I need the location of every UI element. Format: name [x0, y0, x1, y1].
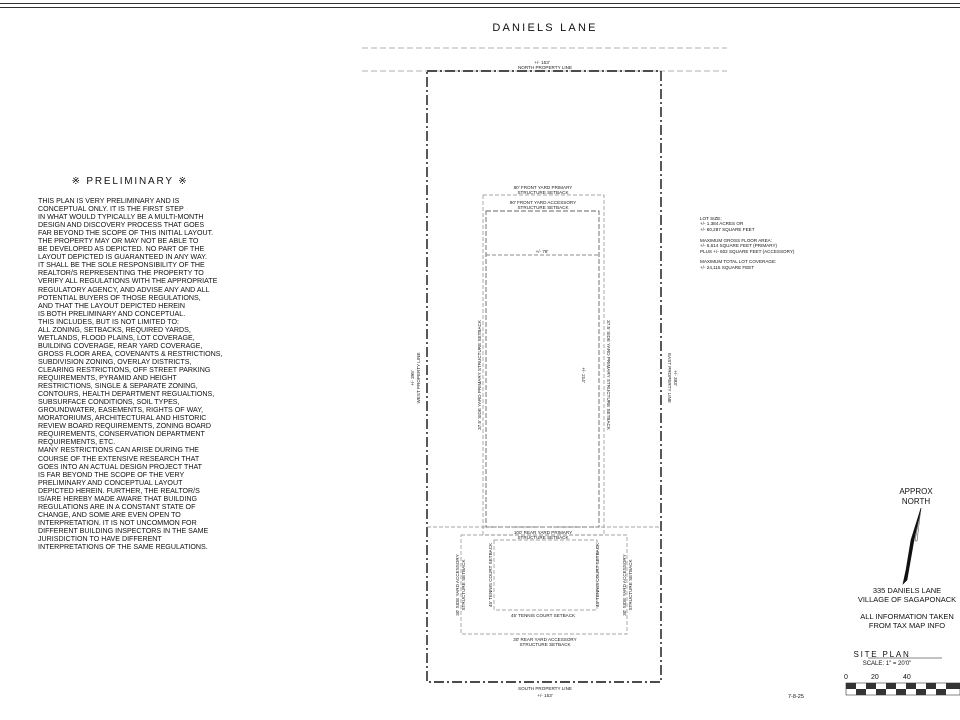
rear-primary-label-2: STRUCTURE SETBACK	[517, 535, 569, 540]
front-primary-label-2: STRUCTURE SETBACK	[517, 190, 569, 195]
gfa-accessory: PLUS +/- 602 SQUARE FEET (ACCESSORY)	[700, 248, 795, 254]
scale-bar-block-1	[846, 683, 856, 689]
tennis-right-label: 45' TENNIS COURT SETBACK	[595, 542, 600, 608]
side-yard-left-label: 37.5' SIDE YARD PRIMARY STRUCTURE SETBACK	[477, 320, 482, 430]
rear-accessory-label-1: 30' REAR YARD ACCESSORY	[513, 637, 577, 642]
street-name: DANIELS LANE	[492, 22, 598, 34]
scale-bar-block-4	[876, 689, 886, 695]
tennis-bottom-label: 45' TENNIS COURT SETBACK	[510, 613, 576, 618]
lot-size-label: LOT SIZE:	[700, 216, 722, 221]
east-property-line-label: EAST PROPERTY LINE	[667, 353, 672, 403]
lot-sqft: +/- 60,287 SQUARE FEET	[700, 226, 755, 232]
north-arrow-line1: APPROX	[899, 487, 933, 496]
coverage-value: +/- 24,115 SQUARE FEET	[700, 264, 755, 270]
south-dim-label: +/- 153'	[537, 693, 553, 698]
scale-bar-block-6	[896, 689, 906, 695]
scale-bar-block-8	[916, 689, 926, 695]
scale-bar-block-10	[936, 689, 946, 695]
drawing-date: 7-8-25	[788, 694, 804, 700]
scale-tick-40: 40	[903, 674, 911, 681]
north-arrow-line2: NORTH	[901, 497, 931, 506]
accessory-setback-envelope	[483, 195, 604, 535]
length-dim-label: +/- 214'	[581, 367, 586, 383]
title-block	[832, 586, 960, 630]
scale-bar-block-2	[856, 689, 866, 695]
north-arrow-icon	[903, 508, 921, 584]
west-property-line-label: WEST PROPERTY LINE	[416, 352, 421, 404]
west-dim-label: +/- 395'	[410, 370, 415, 386]
max-gfa-label: MAXIMUM GROSS FLOOR AREA:	[700, 237, 772, 243]
side-acc-right-label-1: 30' SIDE YARD ACCESSORY	[622, 554, 627, 616]
rear-accessory-setback	[461, 535, 627, 634]
site-plan-title: SITE PLAN	[853, 650, 911, 659]
scale-bar-block-7	[906, 683, 916, 689]
scale-bar-block-3	[866, 683, 876, 689]
scale-tick-20: 20	[871, 674, 879, 681]
front-accessory-label-1: 90' FRONT YARD ACCESSORY	[509, 200, 577, 205]
scale-bar-block-9	[926, 683, 936, 689]
side-yard-right-label: 37.5' SIDE YARD PRIMARY STRUCTURE SETBACK	[606, 320, 611, 430]
lot-acres: +/- 1.384 ACRES OR	[700, 221, 744, 227]
north-dim-label: +/- 153'	[534, 60, 550, 65]
front-primary-label-1: 80' FRONT YARD PRIMARY	[513, 185, 573, 190]
tennis-court-setback	[494, 540, 597, 610]
south-property-line-label: SOUTH PROPERTY LINE	[518, 686, 572, 691]
project-address: 335 DANIELS LANE	[872, 586, 942, 595]
preliminary-title-text: PRELIMINARY	[86, 176, 174, 187]
tennis-left-label: 45' TENNIS COURT SETBACK	[488, 542, 493, 608]
side-acc-right-label-2: STRUCTURE SETBACK	[628, 559, 633, 611]
east-dim-label: +/- 393'	[673, 370, 678, 386]
preliminary-title: ※ PRELIMINARY ※	[71, 176, 189, 187]
project-village: VILLAGE OF SAGAPONACK	[857, 595, 957, 604]
width-dim-label: +/- 78'	[535, 249, 549, 254]
scale-tick-0: 0	[844, 674, 848, 681]
rear-primary-label-1: 100' REAR YARD PRIMARY	[513, 530, 573, 535]
info-line-1: ALL INFORMATION TAKEN	[860, 612, 954, 621]
scale-bar-block-5	[886, 683, 896, 689]
rear-accessory-label-2: STRUCTURE SETBACK	[519, 642, 571, 647]
side-acc-left-label-2: STRUCTURE SETBACK	[461, 559, 466, 611]
info-line-2: FROM TAX MAP INFO	[868, 621, 946, 630]
preliminary-disclaimer: THIS PLAN IS VERY PRELIMINARY AND IS CONCEPTUAL ONLY. IT IS THE FIRST STEP IN WHAT WOULD TYPICALLY BE A MULTI-MONTH DESIGN AND DISCOVERY PROCESS THAT GOES FAR BEYOND THE SCOPE OF THIS INITIAL LAYOUT. THE PROPERTY MAY OR MAY NOT BE ABLE TO BE DEVELOPED AS DEPICTED. NO PART OF THE LAYOUT DEPICTED IS GUARANTEED IN ANY WAY. IT SHALL BE THE SOLE RESPONSIBILITY OF THE REALTOR/S REPRESENTING THE PROPERTY TO VERIFY ALL REGULATIONS WITH THE APPROPRIATE REGULATORY AGENCY, AND ADVISE ANY AND ALL POTENTIAL BUYERS OF THOSE REGULATIONS, AND THAT THE LAYOUT DEPICTED HEREIN IS BOTH PRELIMINARY AND CONCEPTUAL. THIS INCLUDES, BUT IS NOT LIMITED TO: ALL ZONING, SETBACKS, REQUIRED YARDS, WETLANDS, FLOOD PLAINS, LOT COVERAGE, BUILDING COVERAGE, REAR YARD COVERAGE, GROSS FLOOR AREA, COVENANTS & RESTRICTIONS, SUBDIVISION ZONING, OVERLAY DISTRICTS, CLEARING RESTRICTIONS, OFF STREET PARKING REQUIREMENTS, PYRAMID AND HEIGHT RESTRICTIONS, SINGLE & SEPARATE ZONING, CONTOURS, HEALTH DEPARTMENT REGUALTIONS, SUBSURFACE CONDITIONS, SOIL TYPES, GROUNDWATER, EASEMENTS, RIGHTS OF WAY, MORATORIUMS, ARCHITECTURAL AND HISTORIC REVIEW BOARD REQUIREMENTS, ZONING BOARD REQUIREMENTS, CONSERVATION DEPARTMENT REQUIREMENTS, ETC. MANY RESTRICTIONS CAN ARISE DURING THE COURSE OF THE EXTENSIVE RESEARCH THAT GOES INTO AN ACTUAL DESIGN PROJECT THAT IS FAR BEYOND THE SCOPE OF THE VERY PRELIMINARY AND CONCEPTUAL LAYOUT DEPICTED HEREIN. FURTHER, THE REALTOR/S IS/ARE HEREBY MADE AWARE THAT BUILDING REGULATIONS ARE IN A CONSTANT STATE OF CHANGE, AND SOME ARE EVEN OPEN TO INTERPRETATION. IT IS NOT UNCOMMON FOR DIFFERENT BUILDING INSPECTORS IN THE SAME JURISDICTION TO HAVE DIFFERENT INTERPRETATIONS OF THE SAME REGULATIONS.	[38, 197, 223, 552]
scale-label: SCALE: 1" = 20'0"	[862, 661, 912, 667]
north-property-line-label: NORTH PROPERTY LINE	[517, 65, 573, 70]
scale-bar-block-11	[946, 683, 960, 689]
north-arrow-label	[890, 487, 942, 507]
max-coverage-label: MAXIMUM TOTAL LOT COVERAGE:	[700, 259, 777, 265]
side-acc-left-label-1: 30' SIDE YARD ACCESSORY	[455, 554, 460, 616]
gfa-primary: +/- 6,614 SQUARE FEET (PRIMARY)	[700, 243, 778, 249]
front-accessory-label-2: STRUCTURE SETBACK	[517, 205, 569, 210]
